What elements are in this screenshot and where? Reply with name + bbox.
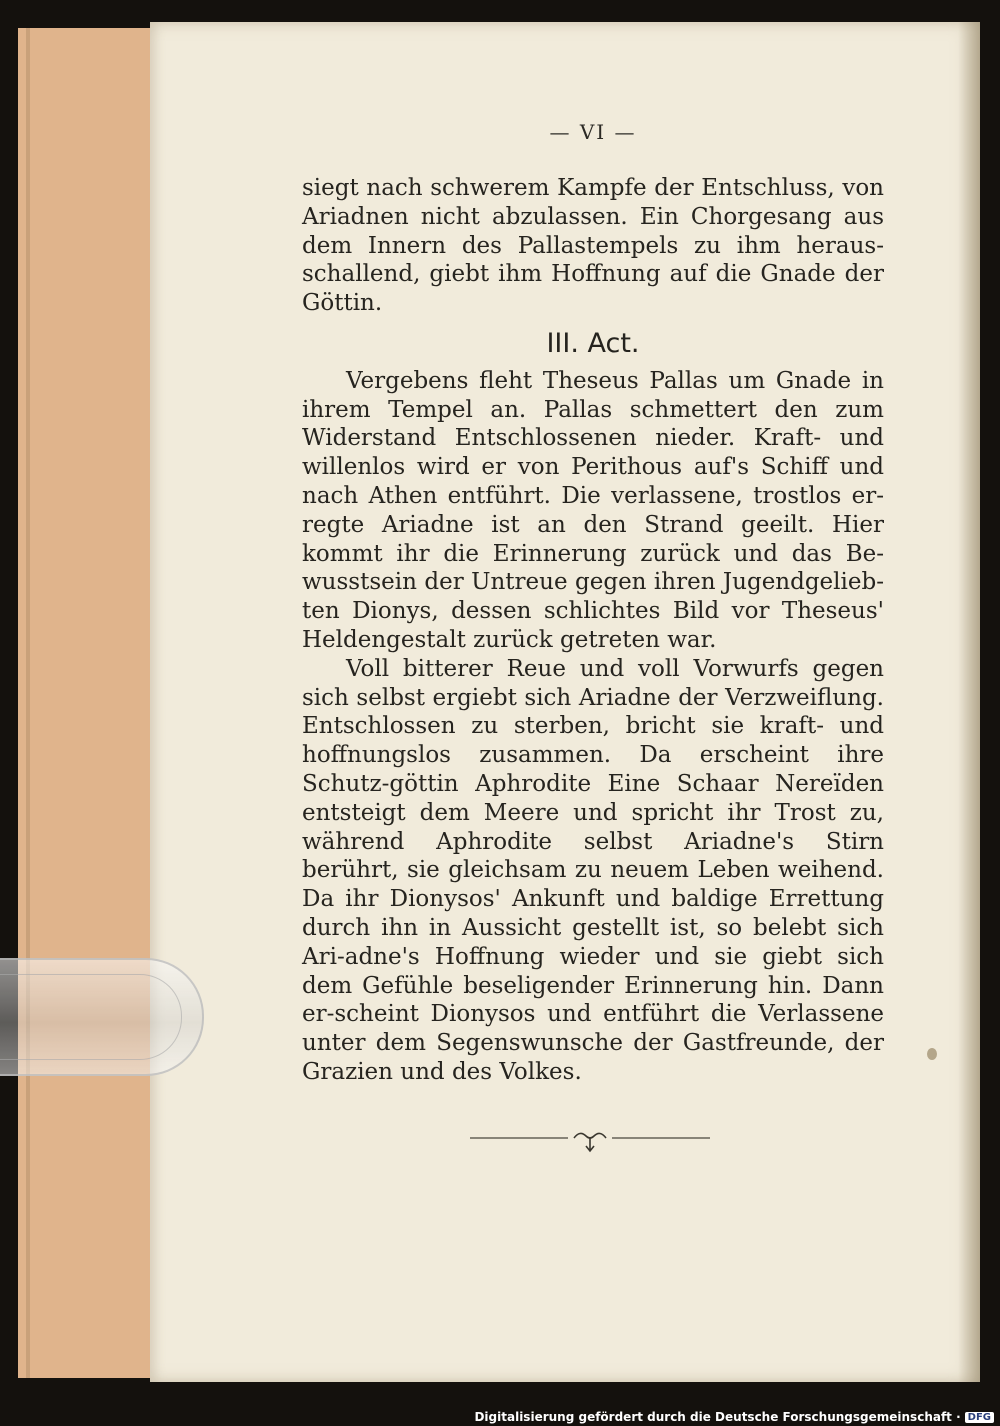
dfg-logo: DFG	[965, 1412, 994, 1423]
paragraph-intro: siegt nach schwerem Kampfe der Entschluss, von Ariadnen nicht abzulassen. Ein Chorgesang aus dem Innern des Pallastempels zu ihm heraus-schallend, giebt ihm Hoffnung auf die Gnade der Göttin.	[302, 175, 884, 317]
ornament-divider	[470, 1126, 710, 1156]
footer-credit	[474, 1410, 994, 1424]
page-gutter-shadow	[958, 22, 980, 1382]
act-heading: III. Act.	[546, 327, 640, 359]
page-body	[302, 174, 884, 1087]
page-number-header: — VI —	[549, 120, 637, 144]
backing-page-edge	[26, 28, 30, 1378]
paragraph-2: Voll bitterer Reue und voll Vorwurfs gegen sich selbst ergiebt sich Ariadne der Verzweiflung. Entschlossen zu sterben, bricht sie kraft- und hoffnungslos zusammen. Da erscheint ihre Schutz-göttin Aphrodite Eine Schaar Nereïden entsteigt dem Meere und spricht ihr Trost zu, während Aphrodite selbst Ariadne's Stirn berührt, sie gleichsam zu neuem Leben weihend. Da ihr Dionysos' Ankunft und baldige Errettung durch ihn in Aussicht gestellt ist, so belebt sich Ari-adne's Hoffnung wieder und sie giebt sich dem Gefühle beseligender Erinnerung hin. Dann er-scheint Dionysos und entführt die Verlassene unter dem Segenswunsche der Gastfreunde, der Grazien und des Volkes.	[302, 655, 884, 1085]
paper-stain	[927, 1048, 937, 1060]
footer-text: Digitalisierung gefördert durch die Deutsche Forschungsgemeinschaft ·	[474, 1410, 961, 1424]
page-clip-inner	[0, 974, 182, 1060]
backing-page	[18, 28, 170, 1378]
page-clip	[0, 958, 204, 1076]
paragraph-1: Vergebens fleht Theseus Pallas um Gnade in ihrem Tempel an. Pallas schmettert den zum Widerstand Entschlossenen nieder. Kraft- und willenlos wird er von Perithous auf's Schiff und nach Athen entführt. Die verlassene, trostlos er-regte Ariadne ist an den Strand geeilt. Hier kommt ihr die Erinnerung zurück und das Be-wusstsein der Untreue gegen ihren Jugendgelieb-ten Dionys, dessen schlichtes Bild vor Theseus' Heldengestalt zurück getreten war.	[302, 367, 884, 653]
